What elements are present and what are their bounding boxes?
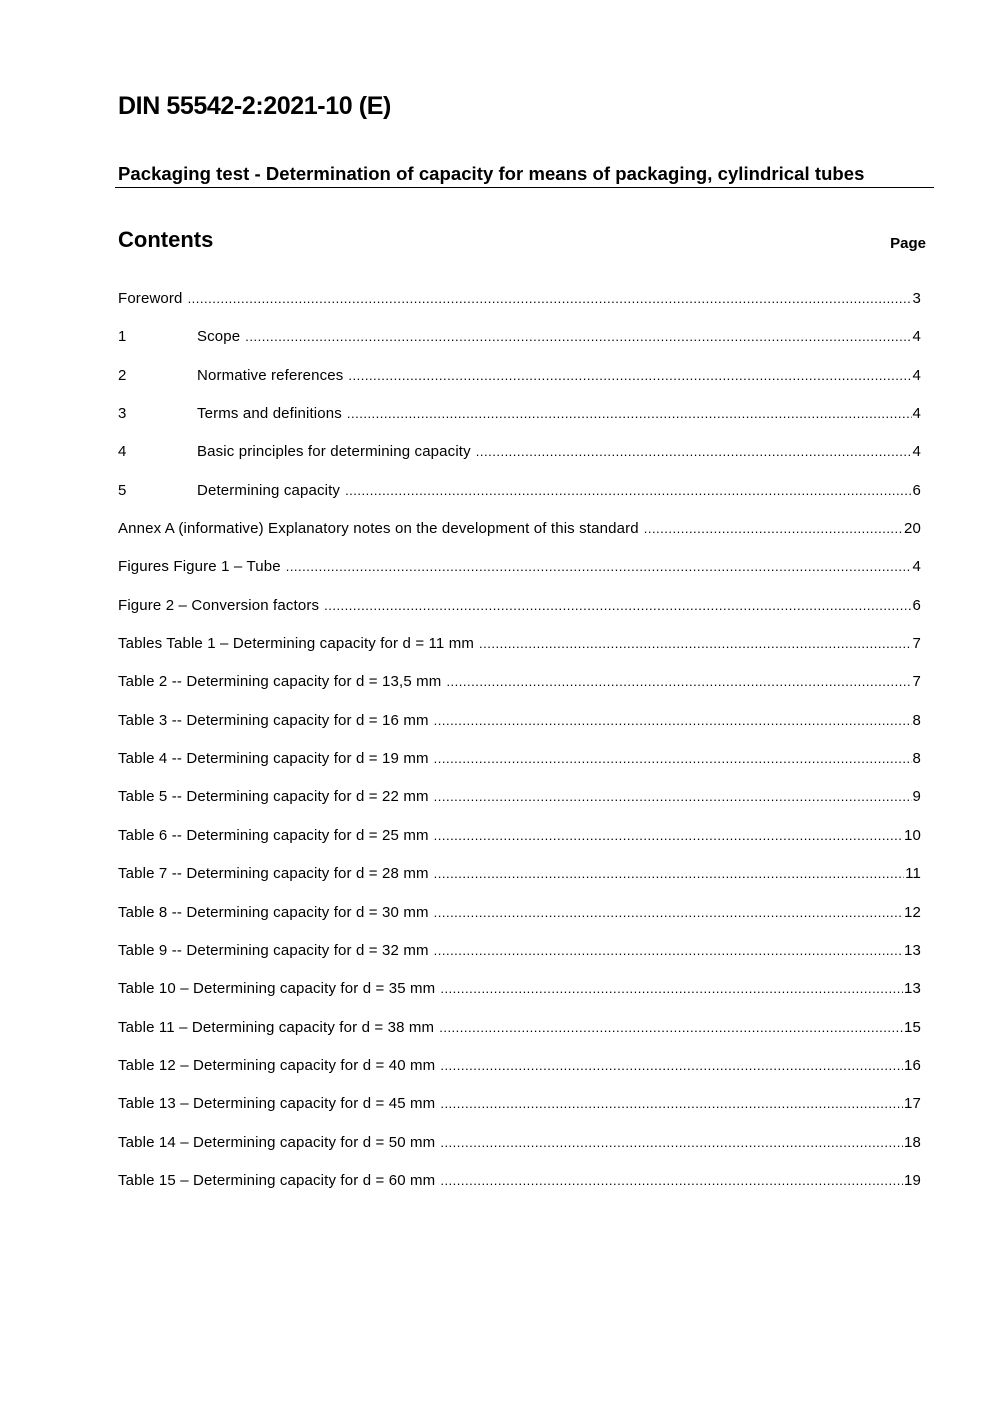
- title-underline: [115, 187, 934, 188]
- toc-entry-page-number: 7: [912, 635, 921, 653]
- toc-entry-title: Table 3 -- Determining capacity for d = 16 mm: [118, 711, 429, 729]
- toc-dot-leader: [440, 1135, 903, 1150]
- table-of-contents: [118, 290, 921, 1210]
- toc-entry-title: Tables Table 1 – Determining capacity for d = 11 mm: [118, 635, 475, 653]
- toc-entry[interactable]: [118, 865, 921, 903]
- toc-entry-page-number: 19: [904, 1171, 921, 1189]
- toc-entry[interactable]: [118, 405, 921, 443]
- toc-entry-page-number: 6: [912, 481, 921, 499]
- toc-entry[interactable]: [118, 1019, 921, 1057]
- toc-entry-title: Figures Figure 1 – Tube: [118, 558, 281, 576]
- toc-dot-leader: [434, 943, 903, 958]
- toc-entry[interactable]: [118, 1057, 921, 1095]
- document-title: Packaging test - Determination of capacity for means of packaging, cylindrical tubes: [118, 163, 865, 184]
- toc-dot-leader: [434, 905, 903, 920]
- toc-entry-title: Table 12 – Determining capacity for d = 40 mm: [118, 1056, 436, 1074]
- toc-entry-title: Table 10 – Determining capacity for d = 35 mm: [118, 980, 436, 998]
- toc-entry-page-number: 4: [912, 405, 921, 423]
- toc-entry-title: Table 14 – Determining capacity for d = 50 mm: [118, 1133, 436, 1151]
- toc-entry[interactable]: [118, 827, 921, 865]
- toc-entry-title: Figure 2 – Conversion factors: [118, 596, 320, 614]
- toc-entry[interactable]: [118, 558, 921, 596]
- toc-entry-title: Table 6 -- Determining capacity for d = 25 mm: [118, 826, 429, 844]
- toc-entry-title: Terms and definitions: [197, 405, 342, 423]
- toc-entry-title: Table 8 -- Determining capacity for d = 30 mm: [118, 903, 429, 921]
- toc-dot-leader: [347, 406, 912, 421]
- toc-entry-page-number: 13: [904, 941, 921, 959]
- toc-entry-title: Table 2 -- Determining capacity for d = 13,5 mm: [118, 673, 442, 691]
- toc-dot-leader: [434, 751, 912, 766]
- toc-entry[interactable]: [118, 597, 921, 635]
- toc-entry-title: Scope: [197, 328, 241, 346]
- toc-entry-page-number: 17: [904, 1095, 921, 1113]
- toc-dot-leader: [434, 789, 912, 804]
- toc-entry[interactable]: [118, 712, 921, 750]
- toc-entry-title: Normative references: [197, 366, 344, 384]
- toc-entry[interactable]: [118, 520, 921, 558]
- toc-entry-page-number: 12: [904, 903, 921, 921]
- toc-entry[interactable]: [118, 635, 921, 673]
- toc-entry-page-number: 15: [904, 1018, 921, 1036]
- toc-dot-leader: [479, 636, 911, 651]
- toc-dot-leader: [440, 1096, 903, 1111]
- toc-entry[interactable]: [118, 367, 921, 405]
- toc-entry-page-number: 4: [912, 558, 921, 576]
- toc-entry[interactable]: [118, 980, 921, 1018]
- toc-entry-page-number: 11: [905, 865, 921, 883]
- toc-entry-title: Table 4 -- Determining capacity for d = 19 mm: [118, 750, 429, 768]
- toc-entry-title: Table 7 -- Determining capacity for d = 28 mm: [118, 865, 429, 883]
- page-column-heading: Page: [890, 235, 926, 252]
- toc-entry-page-number: 16: [904, 1056, 921, 1074]
- toc-entry-number: 5: [118, 481, 127, 499]
- toc-entry-page-number: 6: [912, 596, 921, 614]
- toc-entry[interactable]: [118, 1172, 921, 1210]
- toc-entry-number: 1: [118, 328, 127, 346]
- toc-entry-title: Basic principles for determining capacity: [197, 443, 471, 461]
- toc-entry-page-number: 20: [904, 520, 921, 538]
- toc-entry[interactable]: [118, 788, 921, 826]
- toc-entry[interactable]: [118, 673, 921, 711]
- document-id: DIN 55542-2:2021-10 (E): [118, 92, 391, 120]
- toc-entry-page-number: 10: [904, 826, 921, 844]
- toc-dot-leader: [439, 1020, 903, 1035]
- toc-entry-page-number: 4: [912, 443, 921, 461]
- toc-entry-page-number: 3: [912, 290, 921, 307]
- toc-entry-page-number: 4: [912, 366, 921, 384]
- toc-dot-leader: [446, 674, 911, 689]
- toc-entry-title: Foreword: [118, 290, 183, 307]
- toc-dot-leader: [286, 559, 912, 574]
- toc-dot-leader: [644, 521, 903, 536]
- toc-dot-leader: [440, 981, 903, 996]
- toc-entry-title: Table 15 – Determining capacity for d = 60 mm: [118, 1171, 436, 1189]
- toc-entry-number: 4: [118, 443, 127, 461]
- toc-entry-title: Table 5 -- Determining capacity for d = 22 mm: [118, 788, 429, 806]
- toc-dot-leader: [476, 444, 912, 459]
- toc-dot-leader: [434, 828, 903, 843]
- contents-heading: Contents: [118, 227, 214, 252]
- toc-entry-number: 2: [118, 366, 127, 384]
- toc-entry[interactable]: [118, 328, 921, 366]
- toc-dot-leader: [434, 866, 905, 881]
- toc-entry-title: Table 13 – Determining capacity for d = 45 mm: [118, 1095, 436, 1113]
- toc-dot-leader: [245, 329, 911, 344]
- toc-entry-title: Table 9 -- Determining capacity for d = 32 mm: [118, 941, 429, 959]
- toc-entry-title: Determining capacity: [197, 481, 341, 499]
- toc-dot-leader: [324, 598, 911, 613]
- toc-entry-page-number: 8: [912, 750, 921, 768]
- toc-entry[interactable]: [118, 290, 921, 328]
- toc-entry-page-number: 8: [912, 711, 921, 729]
- toc-entry[interactable]: [118, 942, 921, 980]
- toc-entry[interactable]: [118, 904, 921, 942]
- toc-dot-leader: [348, 368, 911, 383]
- toc-entry-page-number: 13: [904, 980, 921, 998]
- toc-entry[interactable]: [118, 1095, 921, 1133]
- toc-entry-title: Table 11 – Determining capacity for d = 38 mm: [118, 1018, 435, 1036]
- toc-entry-title: Annex A (informative) Explanatory notes on the development of this standard: [118, 520, 639, 538]
- toc-entry-number: 3: [118, 405, 127, 423]
- toc-dot-leader: [188, 291, 912, 306]
- toc-dot-leader: [434, 713, 912, 728]
- toc-entry[interactable]: [118, 750, 921, 788]
- toc-entry-page-number: 7: [912, 673, 921, 691]
- toc-entry-page-number: 9: [912, 788, 921, 806]
- toc-entry[interactable]: [118, 1134, 921, 1172]
- toc-entry-page-number: 18: [904, 1133, 921, 1151]
- toc-entry-page-number: 4: [912, 328, 921, 346]
- toc-entry[interactable]: [118, 482, 921, 520]
- toc-dot-leader: [440, 1058, 903, 1073]
- toc-dot-leader: [345, 483, 911, 498]
- toc-entry[interactable]: [118, 443, 921, 481]
- toc-dot-leader: [440, 1173, 903, 1188]
